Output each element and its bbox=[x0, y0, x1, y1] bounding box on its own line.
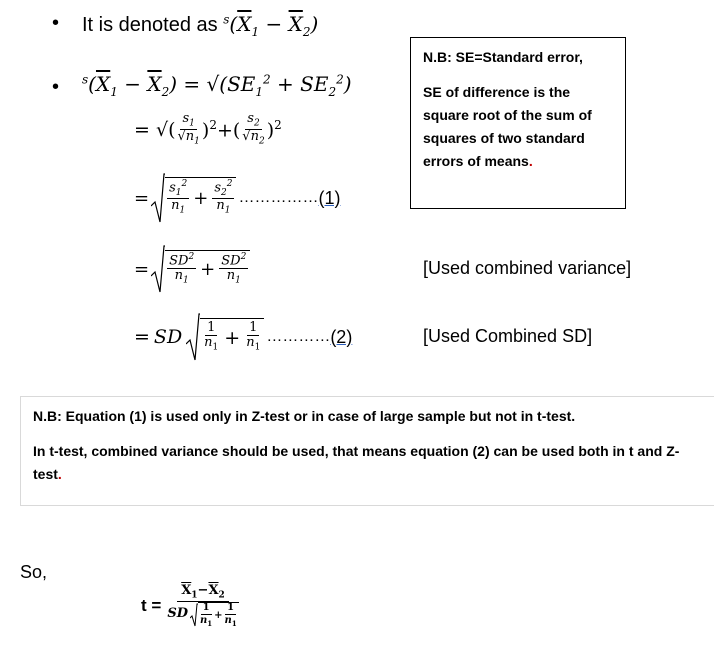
note-box-equation-usage bbox=[20, 396, 714, 506]
note-box-1-body-wrap bbox=[423, 81, 613, 173]
equation-1-label: (1) bbox=[318, 187, 341, 208]
note-box-1-title: N.B: SE=Standard error, bbox=[423, 49, 583, 65]
equation-1: = $\frac{s_1^2}{n_1}$ + $\frac{s_2^2}{n_1}$ …………… (1) bbox=[134, 172, 340, 224]
se-diff-definition: $^s(\overline{X}_1 - \overline{X}_2) = √(SE_1^2 + SE_2^2)$ bbox=[82, 72, 352, 99]
bullet-dot-1: • bbox=[52, 12, 60, 34]
equation-combined-variance: = $\frac{SD^2}{n_1}$ + $\frac{SD^2}{n_1}$ bbox=[134, 244, 250, 294]
bullet-1-line bbox=[82, 12, 318, 39]
annotation-combined-sd: [Used Combined SD] bbox=[423, 326, 593, 346]
note-box-2-line-2: In t-test, combined variance should be used, that means equation (2) can be used both in t and Z-test bbox=[33, 443, 680, 482]
bullet-1-text: It is denoted as bbox=[82, 14, 218, 36]
t-formula: t = $\overline{X}_1-\overline{X}_2$ SD $\frac{1}{n_1}$ + $\frac{1}{n_1}$ bbox=[141, 583, 237, 628]
note-box-1-end: . bbox=[528, 153, 533, 169]
radical-sign bbox=[151, 172, 165, 224]
notation-expression: $^s(\overline{X}_1 - \overline{X}_2)$ bbox=[223, 12, 319, 39]
note-box-standard-error bbox=[410, 37, 626, 209]
bullet-dot-2: • bbox=[52, 76, 60, 98]
equation-2-label: (2) bbox=[330, 326, 353, 347]
note-box-2-line-2-wrap bbox=[33, 440, 702, 486]
radical-sign bbox=[190, 603, 198, 627]
annotation-combined-variance: [Used combined variance] bbox=[423, 258, 632, 278]
note-box-2-end: . bbox=[57, 466, 62, 482]
equation-step-1: = √( $\frac{s_1}{√n_1}$ )$^2$+( $\frac{s_2}{√n_2}$ )$^2$ bbox=[134, 111, 282, 147]
so-label: So, bbox=[20, 562, 48, 582]
note-box-2-line-1: N.B: Equation (1) is used only in Z-test or in case of large sample but not in t-test. bbox=[33, 408, 576, 424]
equation-2: = SD $\frac{1}{n_1}$ + $\frac{1}{n_1}$ ………… (2) bbox=[134, 312, 352, 362]
radical-sign bbox=[186, 312, 200, 362]
radical-sign bbox=[151, 244, 165, 294]
note-box-1-body: SE of difference is the square root of the sum of squares of two standard errors of means bbox=[423, 84, 592, 169]
